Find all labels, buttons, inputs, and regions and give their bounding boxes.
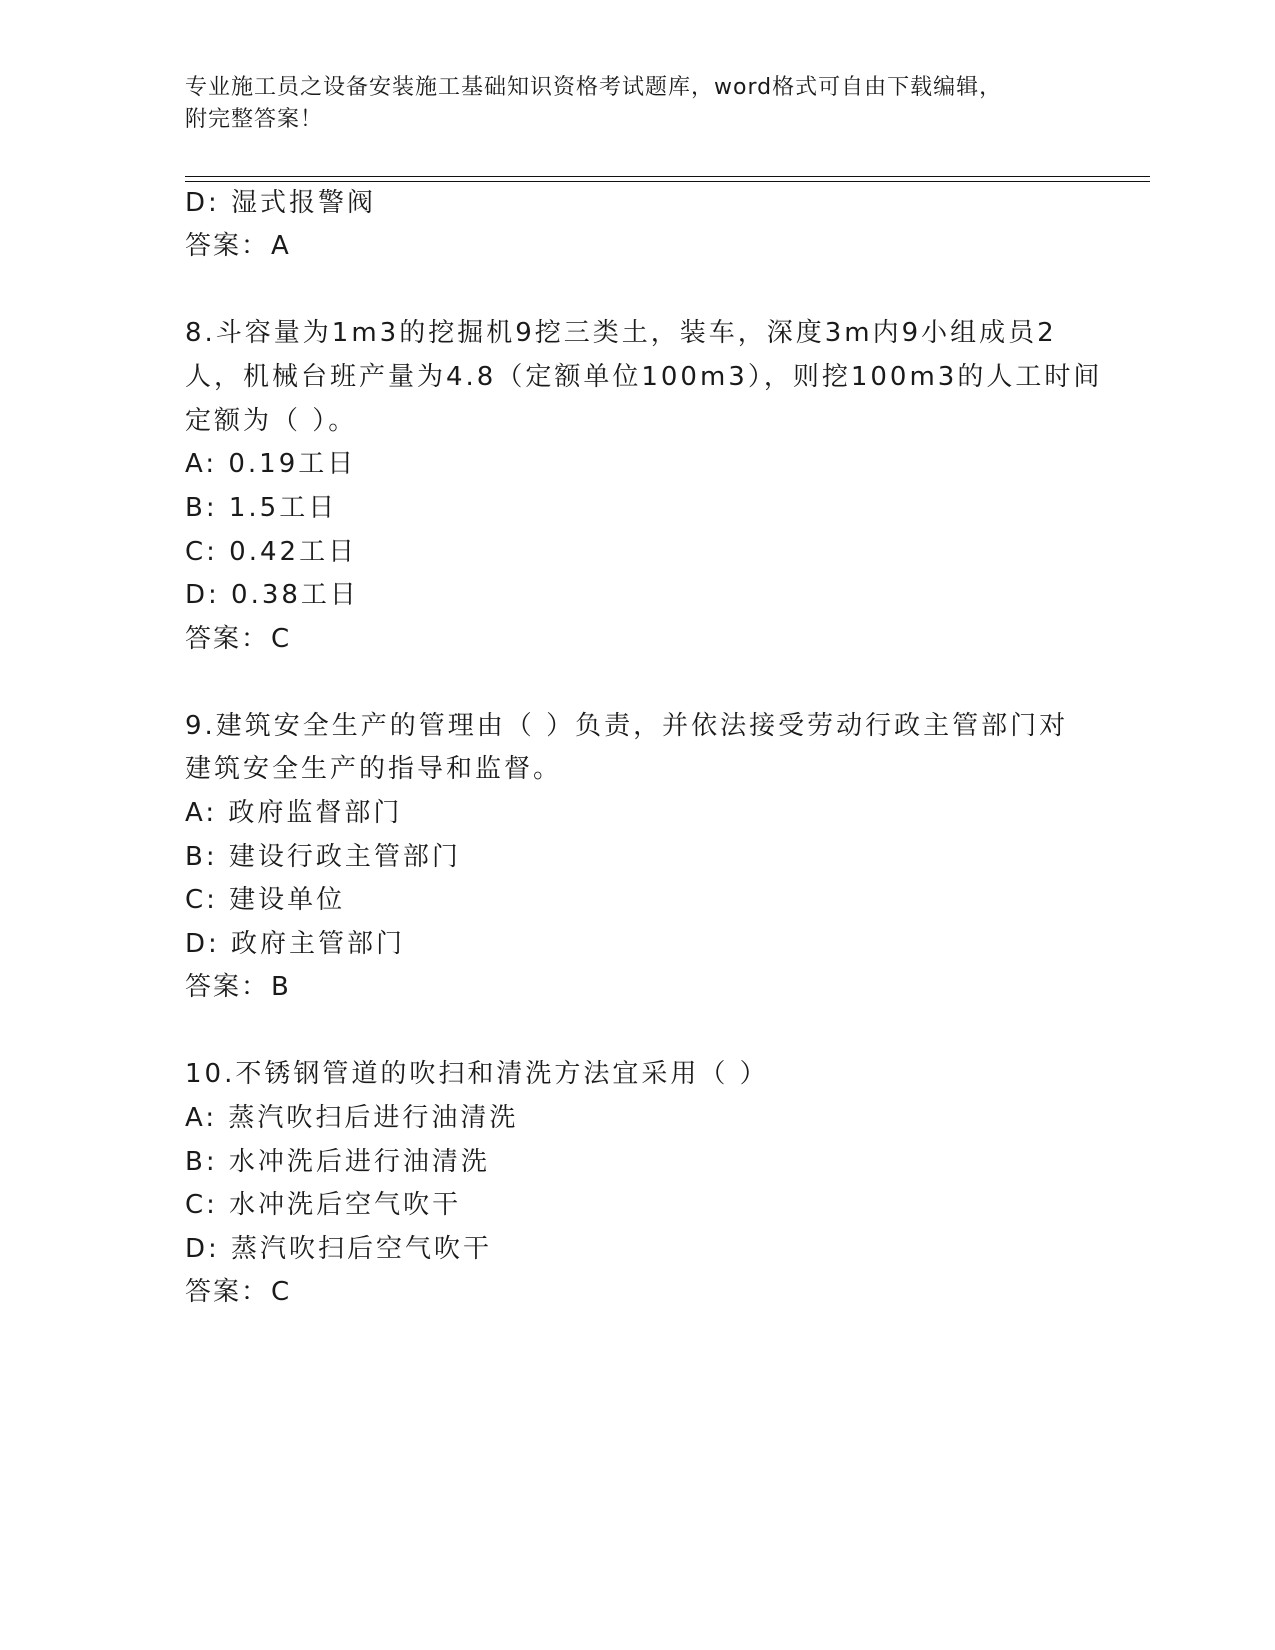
q10-option-c: C: 水冲洗后空气吹干: [185, 1190, 462, 1220]
q10-option-d: D: 蒸汽吹扫后空气吹干: [185, 1234, 493, 1264]
q8-option-a: A: 0.19工日: [185, 449, 357, 479]
answer-label: 答案：: [185, 231, 270, 261]
q7-option-d: D: 湿式报警阀: [185, 188, 377, 218]
header-line-2: 附完整答案！: [185, 107, 324, 132]
q8-option-c: C: 0.42工日: [185, 537, 358, 567]
answer-value: C: [271, 1277, 292, 1307]
q9-stem-line-2: 建筑安全生产的指导和监督。: [185, 754, 563, 784]
answer-label: 答案：: [185, 972, 270, 1002]
answer-value: C: [271, 624, 292, 654]
q8-option-d: D: 0.38工日: [185, 580, 359, 610]
q9-stem-line-1: 9.建筑安全生产的管理由（ ）负责，并依法接受劳动行政主管部门对: [185, 711, 1069, 741]
q9-option-a: A: 政府监督部门: [185, 798, 403, 828]
q8-stem-line-3: 定额为（ ）。: [185, 406, 358, 436]
q9-answer: [185, 969, 291, 1005]
header-divider-top: [185, 176, 1150, 177]
answer-value: B: [271, 972, 291, 1002]
q10-option-b: B: 水冲洗后进行油清洗: [185, 1147, 490, 1177]
answer-value: A: [271, 231, 291, 261]
q10-option-a: A: 蒸汽吹扫后进行油清洗: [185, 1103, 519, 1133]
page-header: [185, 72, 1085, 136]
header-divider-bottom: [185, 181, 1150, 182]
answer-label: 答案：: [185, 624, 270, 654]
answer-label: 答案：: [185, 1277, 270, 1307]
q8-option-b: B: 1.5工日: [185, 493, 338, 523]
q9-option-c: C: 建设单位: [185, 885, 346, 915]
q9-option-b: B: 建设行政主管部门: [185, 842, 461, 872]
q8-stem-line-1: 8.斗容量为1m3的挖掘机9挖三类土，装车，深度3m内9小组成员2: [185, 318, 1057, 348]
q10-answer: [185, 1274, 291, 1310]
q10-stem-line-1: 10.不锈钢管道的吹扫和清洗方法宜采用（ ）: [185, 1059, 769, 1089]
q9-option-d: D: 政府主管部门: [185, 929, 406, 959]
q7-answer: [185, 228, 291, 264]
q8-stem-line-2: 人，机械台班产量为4.8（定额单位100m3），则挖100m3的人工时间: [185, 362, 1103, 392]
header-line-1: 专业施工员之设备安装施工基础知识资格考试题库，word格式可自由下载编辑，: [185, 75, 1003, 100]
q8-answer: [185, 621, 291, 657]
